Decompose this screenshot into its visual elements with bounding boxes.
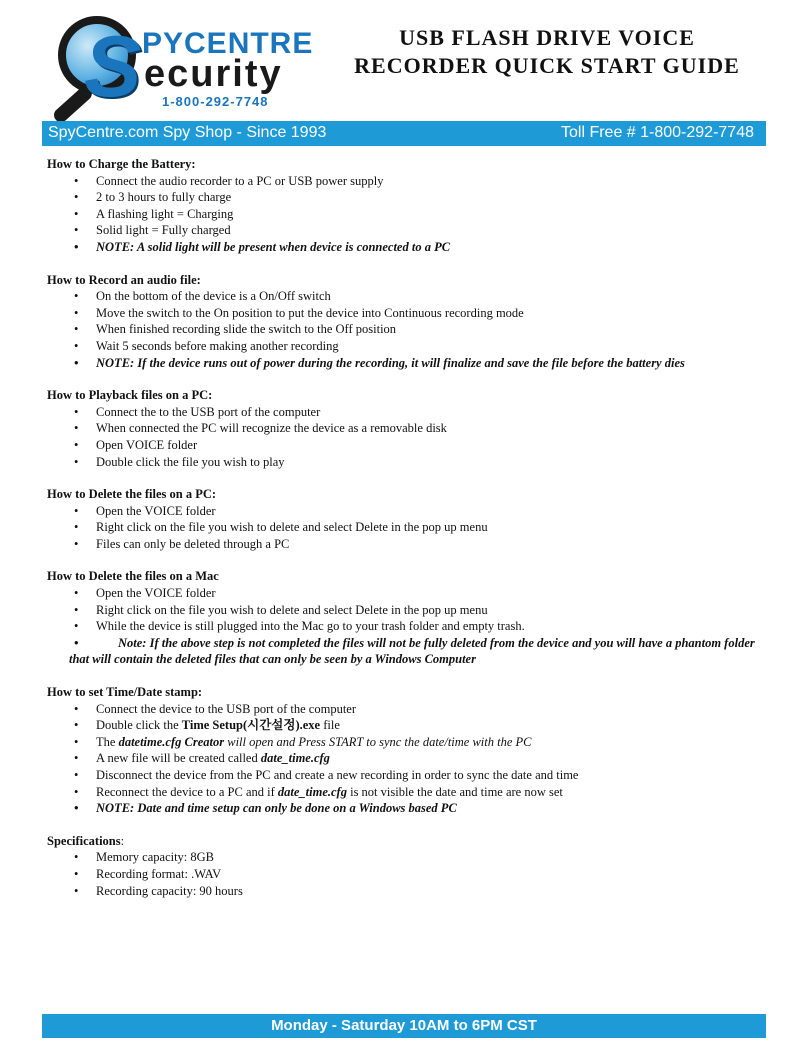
title-line-1: USB FLASH DRIVE VOICE xyxy=(399,25,695,50)
section-title: How to Playback files on a PC: xyxy=(47,388,213,403)
note-item: • NOTE: If the device runs out of power during the recording, it will finalize and save the file before the battery dies xyxy=(47,355,765,372)
list-item: • A flashing light = Charging xyxy=(47,206,765,223)
text-run: will open and Press START to sync the date/time with the PC xyxy=(224,734,532,749)
list-item: • Open the VOICE folder xyxy=(47,503,765,520)
text-run: file xyxy=(320,718,340,733)
logo-word-ecurity: ecurity xyxy=(144,53,283,95)
section-title: How to Charge the Battery: xyxy=(47,157,196,171)
header-bar xyxy=(42,121,766,146)
list-item: • 2 to 3 hours to fully charge xyxy=(47,189,765,206)
logo-big-letter: S xyxy=(84,19,142,115)
section-title: How to set Time/Date stamp: xyxy=(47,685,203,700)
text-run: Reconnect the device to a PC and if xyxy=(96,784,278,799)
spycentre-logo xyxy=(44,14,334,114)
list-item: • Recording capacity: 90 hours xyxy=(47,883,765,900)
list-item: • Connect the audio recorder to a PC or USB power supply xyxy=(47,173,765,190)
section-title: How to Record an audio file: xyxy=(47,272,201,287)
list-item: • Open the VOICE folder xyxy=(47,585,765,602)
section-charge xyxy=(47,156,765,256)
section-title: How to Delete the files on a Mac xyxy=(47,569,219,584)
list-item: • Double click the file you wish to play xyxy=(47,454,765,471)
section-playback xyxy=(47,387,765,470)
logo-phone: 1-800-292-7748 xyxy=(162,94,269,109)
specs-title-colon: : xyxy=(120,833,125,848)
time-setup-filename: Time Setup(시간설정).exe xyxy=(181,718,321,733)
bullet-list xyxy=(47,288,765,371)
list-item: • Move the switch to the On position to put the device into Continuous recording mode xyxy=(47,305,765,322)
list-item: • Connect the to the USB port of the computer xyxy=(47,404,765,421)
bullet-list xyxy=(47,404,765,470)
guide-content xyxy=(47,156,765,915)
section-delete-pc xyxy=(47,486,765,552)
creator-name: datetime.cfg Creator xyxy=(118,734,225,749)
bullet-list xyxy=(47,849,765,899)
text-run: Double click the xyxy=(96,718,182,733)
list-item: • Right click on the file you wish to delete and select Delete in the pop up menu xyxy=(47,519,765,536)
section-title: How to Delete the files on a PC: xyxy=(47,487,217,502)
list-item: • Files can only be deleted through a PC xyxy=(47,536,765,553)
list-item: • Solid light = Fully charged xyxy=(47,222,765,239)
cfg-filename: date_time.cfg xyxy=(260,751,330,766)
bullet-list xyxy=(47,585,765,668)
list-item: • Disconnect the device from the PC and create a new recording in order to sync the date and time xyxy=(47,767,765,784)
list-item: • Recording format: .WAV xyxy=(47,866,765,883)
list-item: • On the bottom of the device is a On/Off switch xyxy=(47,288,765,305)
bullet-list xyxy=(47,503,765,553)
text-run: is not visible the date and time are now set xyxy=(346,784,563,799)
cfg-filename: date_time.cfg xyxy=(277,784,347,799)
text-run: The xyxy=(96,734,119,749)
list-item xyxy=(47,784,765,801)
bullet-list xyxy=(47,173,765,256)
text-run: A new file will be created called xyxy=(96,751,261,766)
section-specifications xyxy=(47,833,765,899)
list-item: • Wait 5 seconds before making another recording xyxy=(47,338,765,355)
title-line-2: RECORDER QUICK START GUIDE xyxy=(354,53,740,78)
header-bar-shop: SpyCentre.com Spy Shop - Since 1993 xyxy=(48,124,327,141)
section-time-date xyxy=(47,684,765,817)
note-item: • NOTE: Date and time setup can only be done on a Windows based PC xyxy=(47,800,765,817)
list-item: • Memory capacity: 8GB xyxy=(47,849,765,866)
section-record xyxy=(47,272,765,372)
logo-word-pycentre: PYCENTRE xyxy=(142,27,314,60)
note-item: • NOTE: A solid light will be present when device is connected to a PC xyxy=(47,239,765,256)
list-item: • When connected the PC will recognize the device as a removable disk xyxy=(47,420,765,437)
footer-bar: Monday - Saturday 10AM to 6PM CST xyxy=(42,1014,766,1038)
list-item: • Right click on the file you wish to delete and select Delete in the pop up menu xyxy=(47,602,765,619)
document-title xyxy=(352,24,742,80)
list-item: • When finished recording slide the switch to the Off position xyxy=(47,321,765,338)
list-item: • Open VOICE folder xyxy=(47,437,765,454)
list-item: • Connect the device to the USB port of the computer xyxy=(47,701,765,718)
specs-title-text: Specifications xyxy=(47,833,121,848)
section-delete-mac xyxy=(47,568,765,668)
section-title xyxy=(47,833,765,850)
note-item: • Note: If the above step is not completed the files will not be fully deleted from the device and you will have a phantom folder that will contain the deleted files that can only be seen by a Windows Computer xyxy=(69,635,765,668)
list-item xyxy=(47,717,765,734)
list-item xyxy=(47,734,765,751)
list-item: • While the device is still plugged into the Mac go to your trash folder and empty trash. xyxy=(47,618,765,635)
header-bar-tollfree: Toll Free # 1-800-292-7748 xyxy=(560,124,754,141)
bullet-list xyxy=(47,701,765,817)
list-item xyxy=(47,750,765,767)
